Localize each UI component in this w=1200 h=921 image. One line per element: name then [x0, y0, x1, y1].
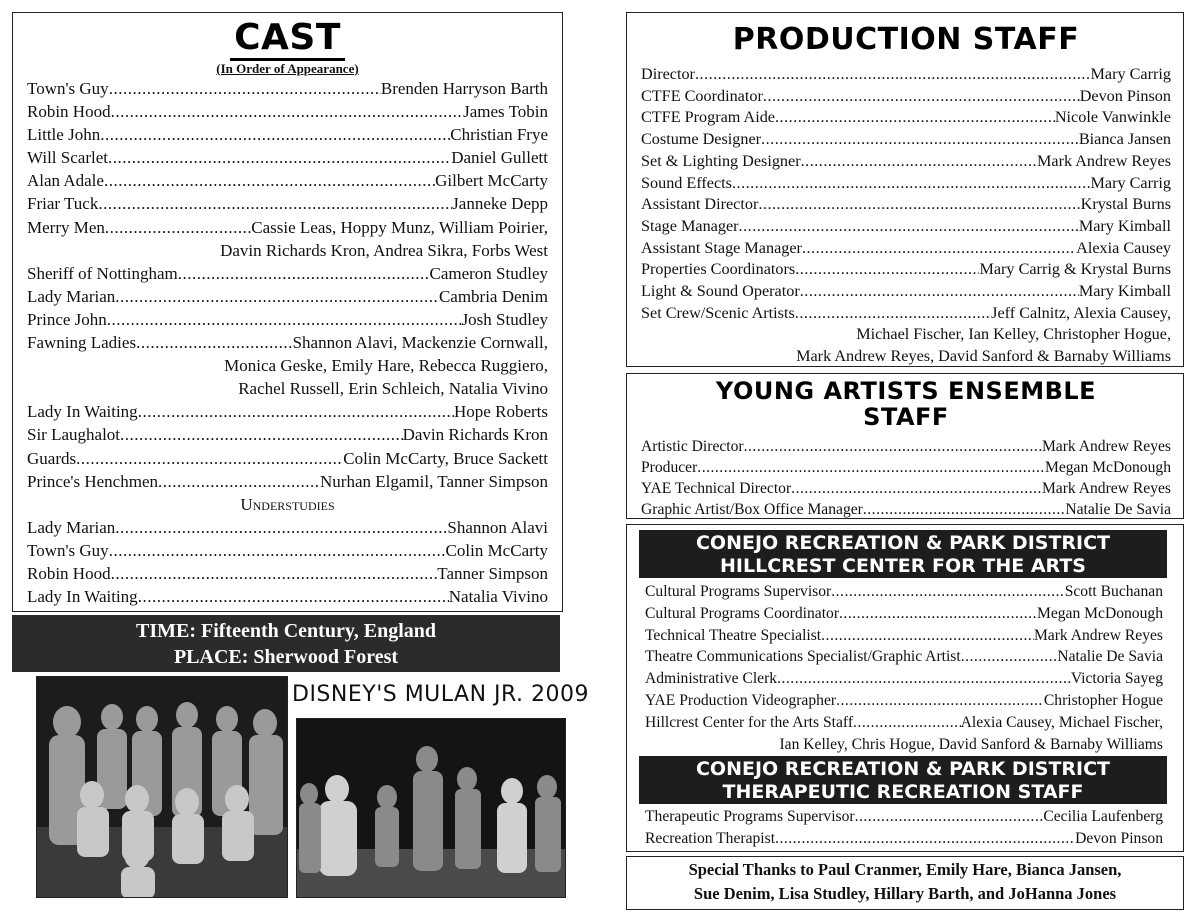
dot-leader — [775, 107, 1055, 129]
dot-leader — [761, 129, 1079, 151]
credit-name: Christian Frye — [450, 125, 548, 145]
yae-title-line2: STAFF — [863, 403, 949, 431]
dot-leader — [138, 400, 454, 423]
credit-role: Merry Men — [27, 217, 105, 237]
credit-role: Artistic Director — [641, 438, 744, 455]
dot-leader — [695, 64, 1091, 86]
dot-leader — [109, 539, 446, 562]
credit-role: Robin Hood — [27, 102, 111, 122]
setting-band — [12, 615, 560, 672]
credit-role: Town's Guy — [27, 79, 109, 98]
dot-leader — [831, 581, 1064, 603]
dot-leader — [758, 194, 1080, 216]
credit-name: Nurhan Elgamil, Tanner Simpson — [320, 471, 548, 491]
credit-name: Natalie De Savia — [1065, 501, 1171, 518]
credit-role: Town's Guy — [27, 540, 109, 560]
credit-row — [27, 516, 548, 539]
hillcrest-staff-list — [645, 581, 1163, 755]
credit-row — [27, 423, 548, 446]
credit-role: CTFE Coordinator — [641, 86, 763, 105]
credit-role: Director — [641, 65, 695, 83]
credit-name: Gilbert McCarty — [435, 171, 548, 191]
credit-name: Brenden Harryson Barth — [380, 79, 548, 98]
credit-name: Bianca Jansen — [1078, 130, 1171, 149]
credit-row — [27, 285, 548, 308]
dot-leader — [109, 77, 381, 100]
credit-role: Friar Tuck — [27, 194, 99, 214]
dot-leader — [107, 308, 462, 331]
production-staff-title: PRODUCTION STAFF — [732, 22, 1080, 57]
credit-row — [641, 64, 1171, 86]
credit-name: Mary Kimball — [1078, 216, 1171, 235]
credit-row — [641, 478, 1171, 499]
yae-title-line1: YOUNG ARTISTS ENSEMBLE — [715, 377, 1097, 405]
dot-leader — [795, 259, 979, 281]
credit-row — [641, 436, 1171, 457]
credit-row — [27, 262, 548, 285]
credit-row — [27, 169, 548, 192]
dot-leader — [836, 690, 1044, 712]
credit-role: Graphic Artist/Box Office Manager — [641, 501, 863, 518]
dot-leader — [839, 603, 1037, 625]
yae-staff-panel — [626, 373, 1184, 519]
credit-name: Alexia Causey — [1076, 238, 1171, 257]
dot-leader — [732, 173, 1091, 195]
credit-role: Cultural Programs Supervisor — [645, 583, 832, 600]
credit-row — [645, 581, 1163, 603]
dot-leader — [111, 100, 463, 123]
credit-role: Lady Marian — [27, 286, 116, 306]
credit-name: Natalie De Savia — [1057, 648, 1163, 666]
credit-row — [27, 216, 548, 239]
dot-leader — [821, 625, 1034, 647]
credit-row — [641, 194, 1171, 216]
credit-name: Devon Pinson — [1075, 829, 1163, 847]
credit-name: Devon Pinson — [1079, 86, 1171, 105]
credit-name: Jeff Calnitz, Alexia Causey, — [991, 303, 1171, 322]
cast-subtitle: (In Order of Appearance) — [216, 61, 359, 76]
credit-continuation: Ian Kelley, Chris Hogue, David Sanford & Barnaby Williams — [779, 735, 1163, 753]
credit-name: Mark Andrew Reyes — [1041, 480, 1171, 497]
dot-leader — [777, 668, 1071, 690]
credit-row — [641, 499, 1171, 520]
credit-role: Sir Laughalot — [27, 425, 121, 445]
credit-role: Lady In Waiting — [27, 586, 138, 606]
dot-leader — [763, 86, 1080, 108]
credit-name: Mark Andrew Reyes — [1041, 438, 1171, 455]
dot-leader — [863, 499, 1065, 520]
credit-name: Tanner Simpson — [437, 563, 548, 583]
cast-photo-right — [296, 718, 566, 898]
credit-role: Lady Marian — [27, 517, 116, 537]
special-thanks-panel — [626, 856, 1184, 910]
credit-row — [641, 173, 1171, 195]
dot-leader — [697, 457, 1045, 478]
credit-role: Assistant Stage Manager — [641, 238, 802, 257]
therapeutic-band-line1: CONEJO RECREATION & PARK DISTRICT — [695, 758, 1111, 780]
credit-row — [27, 77, 548, 100]
dot-leader — [104, 169, 435, 192]
credit-name: Janneke Depp — [452, 194, 548, 214]
credit-name: Mary Carrig — [1090, 173, 1171, 192]
dot-leader — [961, 646, 1058, 668]
credit-role: Administrative Clerk — [645, 670, 778, 688]
credit-row — [641, 129, 1171, 151]
credit-row — [27, 539, 548, 562]
credit-row — [645, 603, 1163, 625]
credit-row — [645, 806, 1163, 828]
credit-row — [27, 562, 548, 585]
credit-name: Davin Richards Kron — [402, 425, 548, 445]
credit-name: Mary Kimball — [1078, 282, 1171, 301]
credit-continuation: Mark Andrew Reyes, David Sanford & Barnaby Williams — [796, 347, 1171, 366]
cast-title: CAST — [27, 19, 548, 57]
credit-row — [27, 100, 548, 123]
credit-role: Therapeutic Programs Supervisor — [645, 808, 855, 825]
credit-name: Megan McDonough — [1044, 459, 1171, 476]
dot-leader — [178, 262, 430, 285]
credit-role: Sheriff of Nottingham — [27, 263, 178, 283]
credit-row — [645, 690, 1163, 712]
credit-row — [641, 216, 1171, 238]
credit-role: Costume Designer — [641, 130, 762, 149]
credit-name: Mark Andrew Reyes — [1037, 151, 1171, 170]
photo-caption: DISNEY'S MULAN JR. 2009 — [292, 682, 590, 707]
credit-name: Krystal Burns — [1080, 195, 1171, 214]
credit-name: Josh Studley — [461, 309, 548, 329]
special-thanks-line2: Sue Denim, Lisa Studley, Hillary Barth, and JoHanna Jones — [693, 884, 1117, 903]
credit-name: Mary Carrig & Krystal Burns — [979, 260, 1171, 279]
credit-role: Cultural Programs Coordinator — [645, 604, 840, 622]
credit-role: Robin Hood — [27, 563, 111, 583]
dot-leader — [795, 303, 991, 325]
credit-name: Christopher Hogue — [1043, 691, 1163, 709]
credit-name: Cecilia Laufenberg — [1043, 808, 1163, 825]
cast-photo-left — [36, 676, 288, 898]
cast-panel — [12, 12, 563, 612]
dot-leader — [739, 216, 1079, 238]
credit-role: Technical Theatre Specialist — [645, 626, 822, 644]
dot-leader — [775, 828, 1075, 850]
dot-leader — [136, 331, 293, 354]
credit-name: Scott Buchanan — [1064, 583, 1163, 600]
production-staff-list — [641, 64, 1171, 368]
credit-row — [27, 192, 548, 215]
yae-staff-list — [641, 436, 1171, 520]
dot-leader — [111, 562, 438, 585]
credit-row — [641, 457, 1171, 478]
credit-role: Light & Sound Operator — [641, 282, 800, 301]
credit-row — [27, 123, 548, 146]
credit-name: Colin McCarty — [445, 540, 548, 560]
credit-continuation: Rachel Russell, Erin Schleich, Natalia Vivino — [238, 379, 548, 399]
credit-role: YAE Technical Director — [641, 480, 792, 497]
credit-role: Alan Adale — [27, 171, 104, 191]
dot-leader — [744, 436, 1042, 457]
credit-row — [641, 86, 1171, 108]
dot-leader — [801, 151, 1037, 173]
credit-name: James Tobin — [463, 102, 548, 122]
dot-leader — [802, 238, 1076, 260]
credit-continuation: Davin Richards Kron, Andrea Sikra, Forbs West — [220, 240, 548, 260]
dot-leader — [105, 216, 251, 239]
setting-place: PLACE: Sherwood Forest — [173, 646, 399, 668]
credit-name: Daniel Gullett — [451, 148, 548, 168]
credit-role: Guards — [27, 448, 77, 468]
production-staff-panel — [626, 12, 1184, 367]
dot-leader — [138, 585, 449, 608]
dot-leader — [120, 423, 403, 446]
credit-name: Mary Carrig — [1090, 65, 1171, 83]
credit-row — [645, 646, 1163, 668]
credit-name: Cassie Leas, Hoppy Munz, William Poirier, — [251, 217, 548, 237]
hillcrest-band-line2: HILLCREST CENTER FOR THE ARTS — [720, 554, 1086, 577]
dot-leader — [108, 146, 451, 169]
credit-role: Assistant Director — [641, 195, 759, 214]
special-thanks-line1: Special Thanks to Paul Cranmer, Emily Hare, Bianca Jansen, — [688, 860, 1122, 879]
yae-staff-title — [641, 378, 1171, 430]
dot-leader — [76, 447, 343, 470]
credit-row — [645, 625, 1163, 647]
dot-leader — [100, 123, 450, 146]
therapeutic-band-line2: THERAPEUTIC RECREATION STAFF — [722, 780, 1084, 803]
credit-role: Fawning Ladies — [27, 333, 137, 353]
credit-name: Alexia Causey, Michael Fischer, — [960, 713, 1163, 731]
credit-role: Set & Lighting Designer — [641, 151, 801, 170]
credit-row — [27, 400, 548, 423]
credit-role: Properties Coordinators — [641, 260, 796, 279]
credit-role: Prince John — [27, 309, 107, 329]
credit-row — [641, 303, 1171, 325]
credit-role: Lady In Waiting — [27, 402, 138, 422]
credit-row — [641, 281, 1171, 303]
conejo-panel — [626, 524, 1184, 852]
credit-row — [641, 259, 1171, 281]
dot-leader — [115, 285, 439, 308]
credit-role: Prince's Henchmen — [27, 471, 158, 491]
credit-row — [641, 238, 1171, 260]
credit-role: CTFE Program Aide — [641, 108, 775, 127]
credit-row — [645, 828, 1163, 850]
credit-continuation: Monica Geske, Emily Hare, Rebecca Ruggiero, — [224, 356, 548, 376]
credit-row — [645, 668, 1163, 690]
credit-row — [27, 146, 548, 169]
credit-row — [27, 331, 548, 354]
credit-role: Theatre Communications Specialist/Graphic Artist — [645, 648, 961, 666]
credit-role: Producer — [641, 459, 698, 476]
credit-name: Natalia Vivino — [448, 586, 548, 606]
dot-leader — [855, 806, 1044, 828]
dot-leader — [791, 478, 1042, 499]
credit-role: Stage Manager — [641, 216, 739, 235]
credit-continuation: Michael Fischer, Ian Kelley, Christopher Hogue, — [856, 325, 1171, 344]
dot-leader — [98, 192, 452, 215]
cast-photo-right-illustration — [297, 719, 566, 898]
cast-list — [27, 77, 548, 493]
therapeutic-staff-list — [645, 806, 1163, 850]
credit-name: Hope Roberts — [454, 402, 548, 422]
therapeutic-band — [639, 756, 1167, 804]
credit-role: Hillcrest Center for the Arts Staff — [645, 713, 854, 731]
credit-role: YAE Production Videographer — [645, 691, 837, 709]
understudies-heading: Understudies — [240, 494, 335, 514]
dot-leader — [853, 712, 961, 734]
setting-time: TIME: Fifteenth Century, England — [135, 620, 437, 642]
credit-role: Recreation Therapist — [645, 829, 776, 847]
credit-role: Little John — [27, 125, 101, 145]
credit-row — [645, 712, 1163, 734]
credit-name: Cambria Denim — [438, 286, 548, 306]
credit-role: Will Scarlet — [27, 148, 108, 168]
understudies-list — [27, 516, 548, 608]
hillcrest-band — [639, 530, 1167, 578]
credit-name: Victoria Sayeg — [1070, 670, 1163, 688]
credit-name: Colin McCarty, Bruce Sackett — [343, 448, 548, 468]
credit-name: Mark Andrew Reyes — [1033, 626, 1163, 644]
dot-leader — [115, 516, 447, 539]
credit-name: Nicole Vanwinkle — [1054, 108, 1171, 127]
credit-row — [641, 107, 1171, 129]
cast-photo-left-illustration — [37, 677, 288, 898]
credit-name: Megan McDonough — [1036, 604, 1163, 622]
credit-role: Sound Effects — [641, 173, 732, 192]
credit-row — [27, 308, 548, 331]
credit-row — [27, 585, 548, 608]
credit-row — [27, 470, 548, 493]
credit-name: Shannon Alavi — [447, 517, 548, 537]
hillcrest-band-line1: CONEJO RECREATION & PARK DISTRICT — [695, 532, 1111, 554]
credit-row — [27, 447, 548, 470]
credit-role: Set Crew/Scenic Artists — [641, 303, 795, 322]
credit-name: Shannon Alavi, Mackenzie Cornwall, — [292, 333, 548, 353]
dot-leader — [158, 470, 320, 493]
credit-name: Cameron Studley — [429, 263, 548, 283]
credit-row — [641, 151, 1171, 173]
dot-leader — [800, 281, 1079, 303]
